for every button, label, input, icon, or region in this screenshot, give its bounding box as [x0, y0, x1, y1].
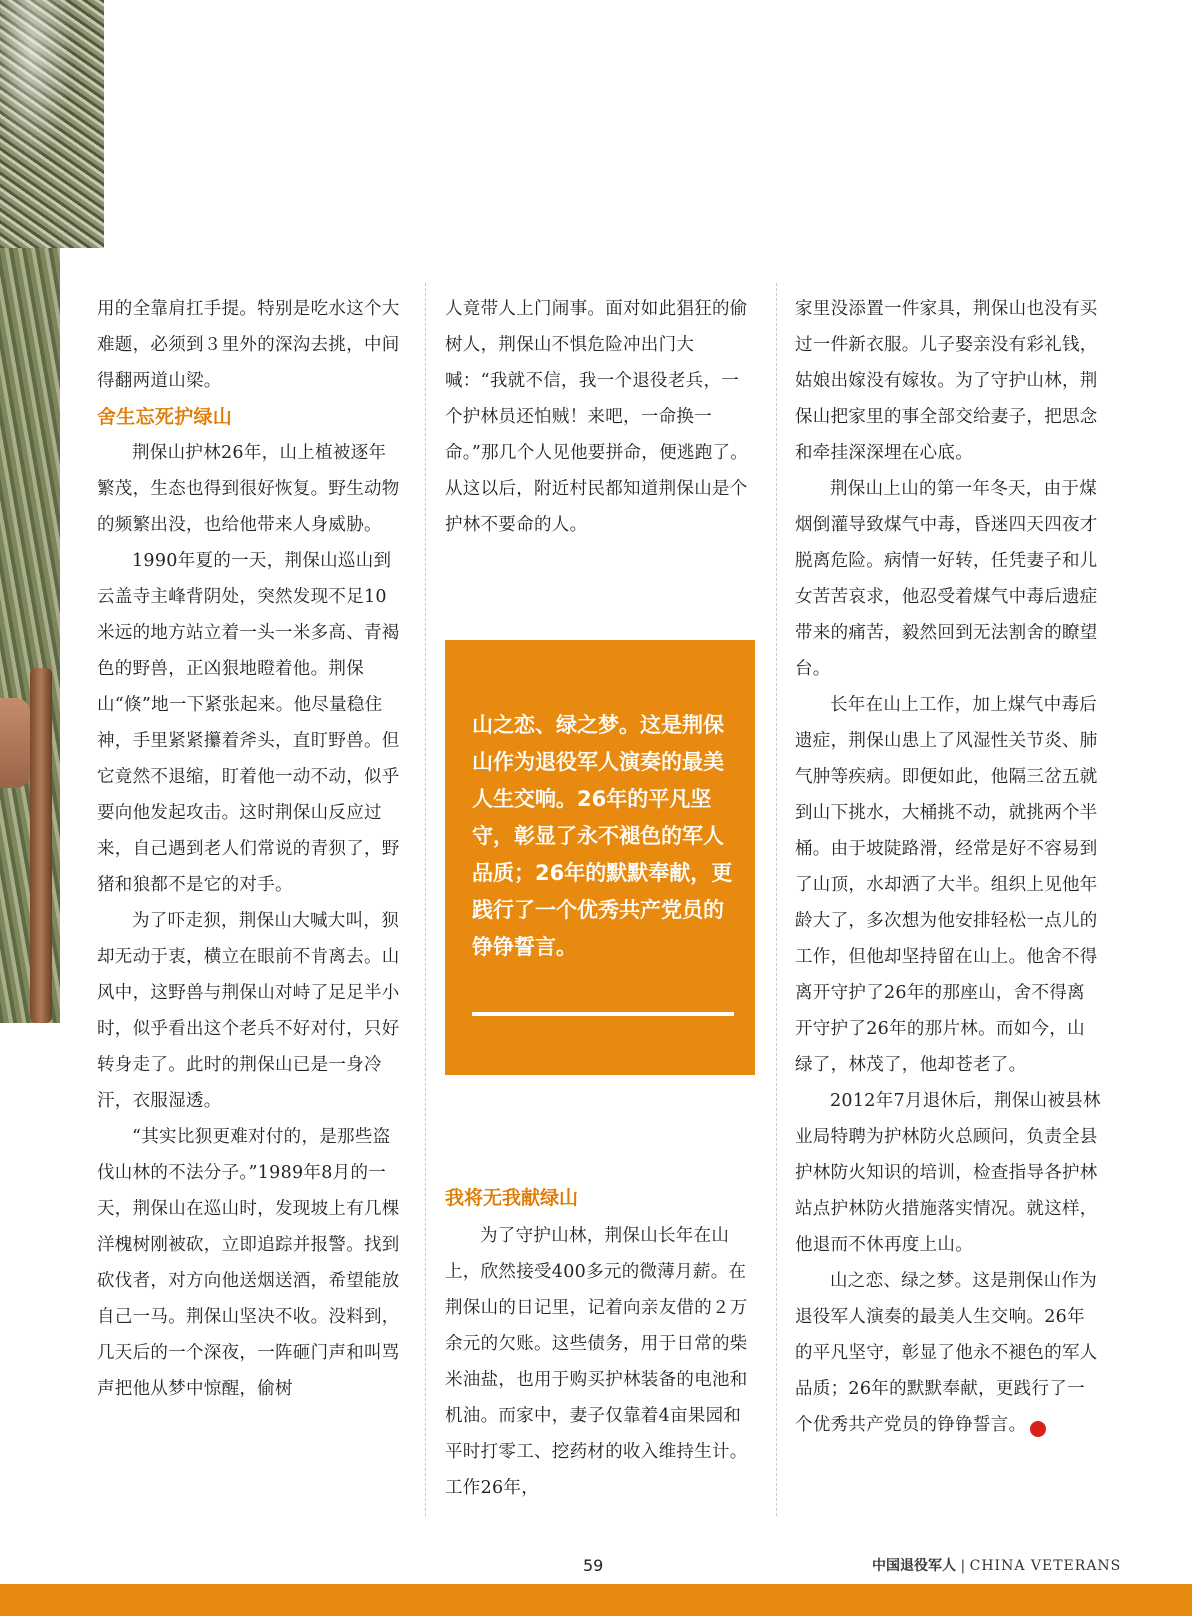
- paragraph: 荆保山护林26年，山上植被逐年繁茂，生态也得到很好恢复。野生动物的频繁出没，也给他带来人身威胁。: [97, 443, 400, 535]
- paragraph: 1990年夏的一天，荆保山巡山到云盖寺主峰背阴处，突然发现不足10米远的地方站立着一头一米多高、青褐色的野兽，正凶狠地瞪着他。荆保山“倏”地一下紧张起来。他尽量稳住神，手里紧紧攥着斧头，直盯野兽。但它竟然不退缩，盯着他一动不动，似乎要向他发起攻击。这时荆保山反应过来，自己遇到老人们常说的青狈了，野猪和狼都不是它的对手。: [97, 551, 400, 895]
- footer-bar: [0, 1584, 1192, 1616]
- column-divider: [425, 283, 427, 1516]
- magazine-name-cn: 中国退役军人: [872, 1558, 956, 1574]
- walking-stick-image: [30, 668, 52, 1023]
- column-divider: [776, 283, 778, 1516]
- paragraph: 2012年7月退休后，荆保山被县林业局特聘为护林防火总顾问，负责全县护林防火知识的培训，检查指导各护林站点护林防火措施落实情况。就这样，他退而不休再度上山。: [795, 1091, 1101, 1255]
- paragraph: 为了吓走狈，荆保山大喊大叫，狈却无动于衷，横立在眼前不肯离去。山风中，这野兽与荆保山对峙了足足半小时，似乎看出这个老兵不好对付，只好转身走了。此时的荆保山已是一身冷汗，衣服湿透。: [97, 911, 400, 1111]
- paragraph: “其实比狈更难对付的，是那些盗伐山林的不法分子。”1989年8月的一天，荆保山在巡山时，发现坡上有几棵洋槐树刚被砍，立即追踪并报警。找到砍伐者，对方向他送烟送酒，希望能放自己一马。荆保山坚决不收。没料到，几天后的一个深夜，一阵砸门声和叫骂声把他从梦中惊醒，偷树: [97, 1127, 400, 1399]
- paragraph: 人竟带人上门闹事。面对如此猖狂的偷树人，荆保山不惧危险冲出门大喊：“我就不信，我一个退役老兵，一个护林员还怕贼！来吧，一命换一命。”那几个人见他要拼命，便逃跑了。从这以后，附近村民都知道荆保山是个护林不要命的人。: [445, 299, 749, 535]
- paragraph: 用的全靠肩扛手提。特别是吃水这个大难题，必须到３里外的深沟去挑，中间得翻两道山梁。: [97, 299, 400, 391]
- magazine-name-en: CHINA VETERANS: [969, 1558, 1122, 1574]
- footer-separator: |: [960, 1558, 966, 1574]
- forest-photo-strip: [0, 248, 60, 1023]
- section-heading: 舍生忘死护绿山: [97, 406, 233, 428]
- section-heading: 我将无我献绿山: [445, 1187, 579, 1209]
- paragraph: [795, 1263, 1101, 1443]
- article-column-2-continued: [445, 1218, 751, 1506]
- paragraph: 家里没添置一件家具，荆保山也没有买过一件新衣服。儿子娶亲没有彩礼钱，姑娘出嫁没有嫁妆。为了守护山林，荆保山把家里的事全部交给妻子，把思念和牵挂深深埋在心底。: [795, 299, 1098, 463]
- paragraph-text: 山之恋、绿之梦。这是荆保山作为退役军人演奏的最美人生交响。26年的平凡坚守，彰显了他永不褪色的军人品质；26年的默默奉献，更践行了一个优秀共产党员的铮铮誓言。: [795, 1271, 1098, 1435]
- article-column-3: [795, 291, 1101, 1443]
- pull-quote-text: 山之恋、绿之梦。这是荆保山作为退役军人演奏的最美人生交响。26年的平凡坚守，彰显了永不褪色的军人品质；26年的默默奉献，更践行了一个优秀共产党员的铮铮誓言。: [472, 713, 733, 959]
- paragraph: 长年在山上工作，加上煤气中毒后遗症，荆保山患上了风湿性关节炎、肺气肿等疾病。即便如此，他隔三岔五就到山下挑水，大桶挑不动，就挑两个半桶。由于坡陡路滑，经常是好不容易到了山顶，水却洒了大半。组织上见他年龄大了，多次想为他安排轻松一点儿的工作，但他却坚持留在山上。他舍不得离开守护了26年的那座山，舍不得离开守护了26年的那片林。而如今，山绿了，林茂了，他却苍老了。: [795, 695, 1098, 1075]
- pull-quote-box: [445, 640, 755, 1075]
- end-mark-icon: V: [1030, 1421, 1046, 1437]
- article-column-1: [97, 291, 403, 1407]
- paragraph: 荆保山上山的第一年冬天，由于煤烟倒灌导致煤气中毒，昏迷四天四夜才脱离危险。病情一好转，任凭妻子和儿女苦苦哀求，他忍受着煤气中毒后遗症带来的痛苦，毅然回到无法割舍的瞭望台。: [795, 479, 1098, 679]
- article-column-2: [445, 291, 751, 543]
- magazine-name: [872, 1555, 1121, 1575]
- page-number: 59: [583, 1556, 604, 1575]
- paragraph: 为了守护山林，荆保山长年在山上，欣然接受400多元的微薄月薪。在荆保山的日记里，记着向亲友借的２万余元的欠账。这些债务，用于日常的柴米油盐，也用于购买护林装备的电池和机油。而家中，妻子仅靠着4亩果园和平时打零工、挖药材的收入维持生计。工作26年，: [445, 1226, 748, 1498]
- hand-image: [0, 698, 30, 788]
- pull-quote-rule: [472, 1012, 734, 1016]
- forest-photo: [0, 0, 104, 248]
